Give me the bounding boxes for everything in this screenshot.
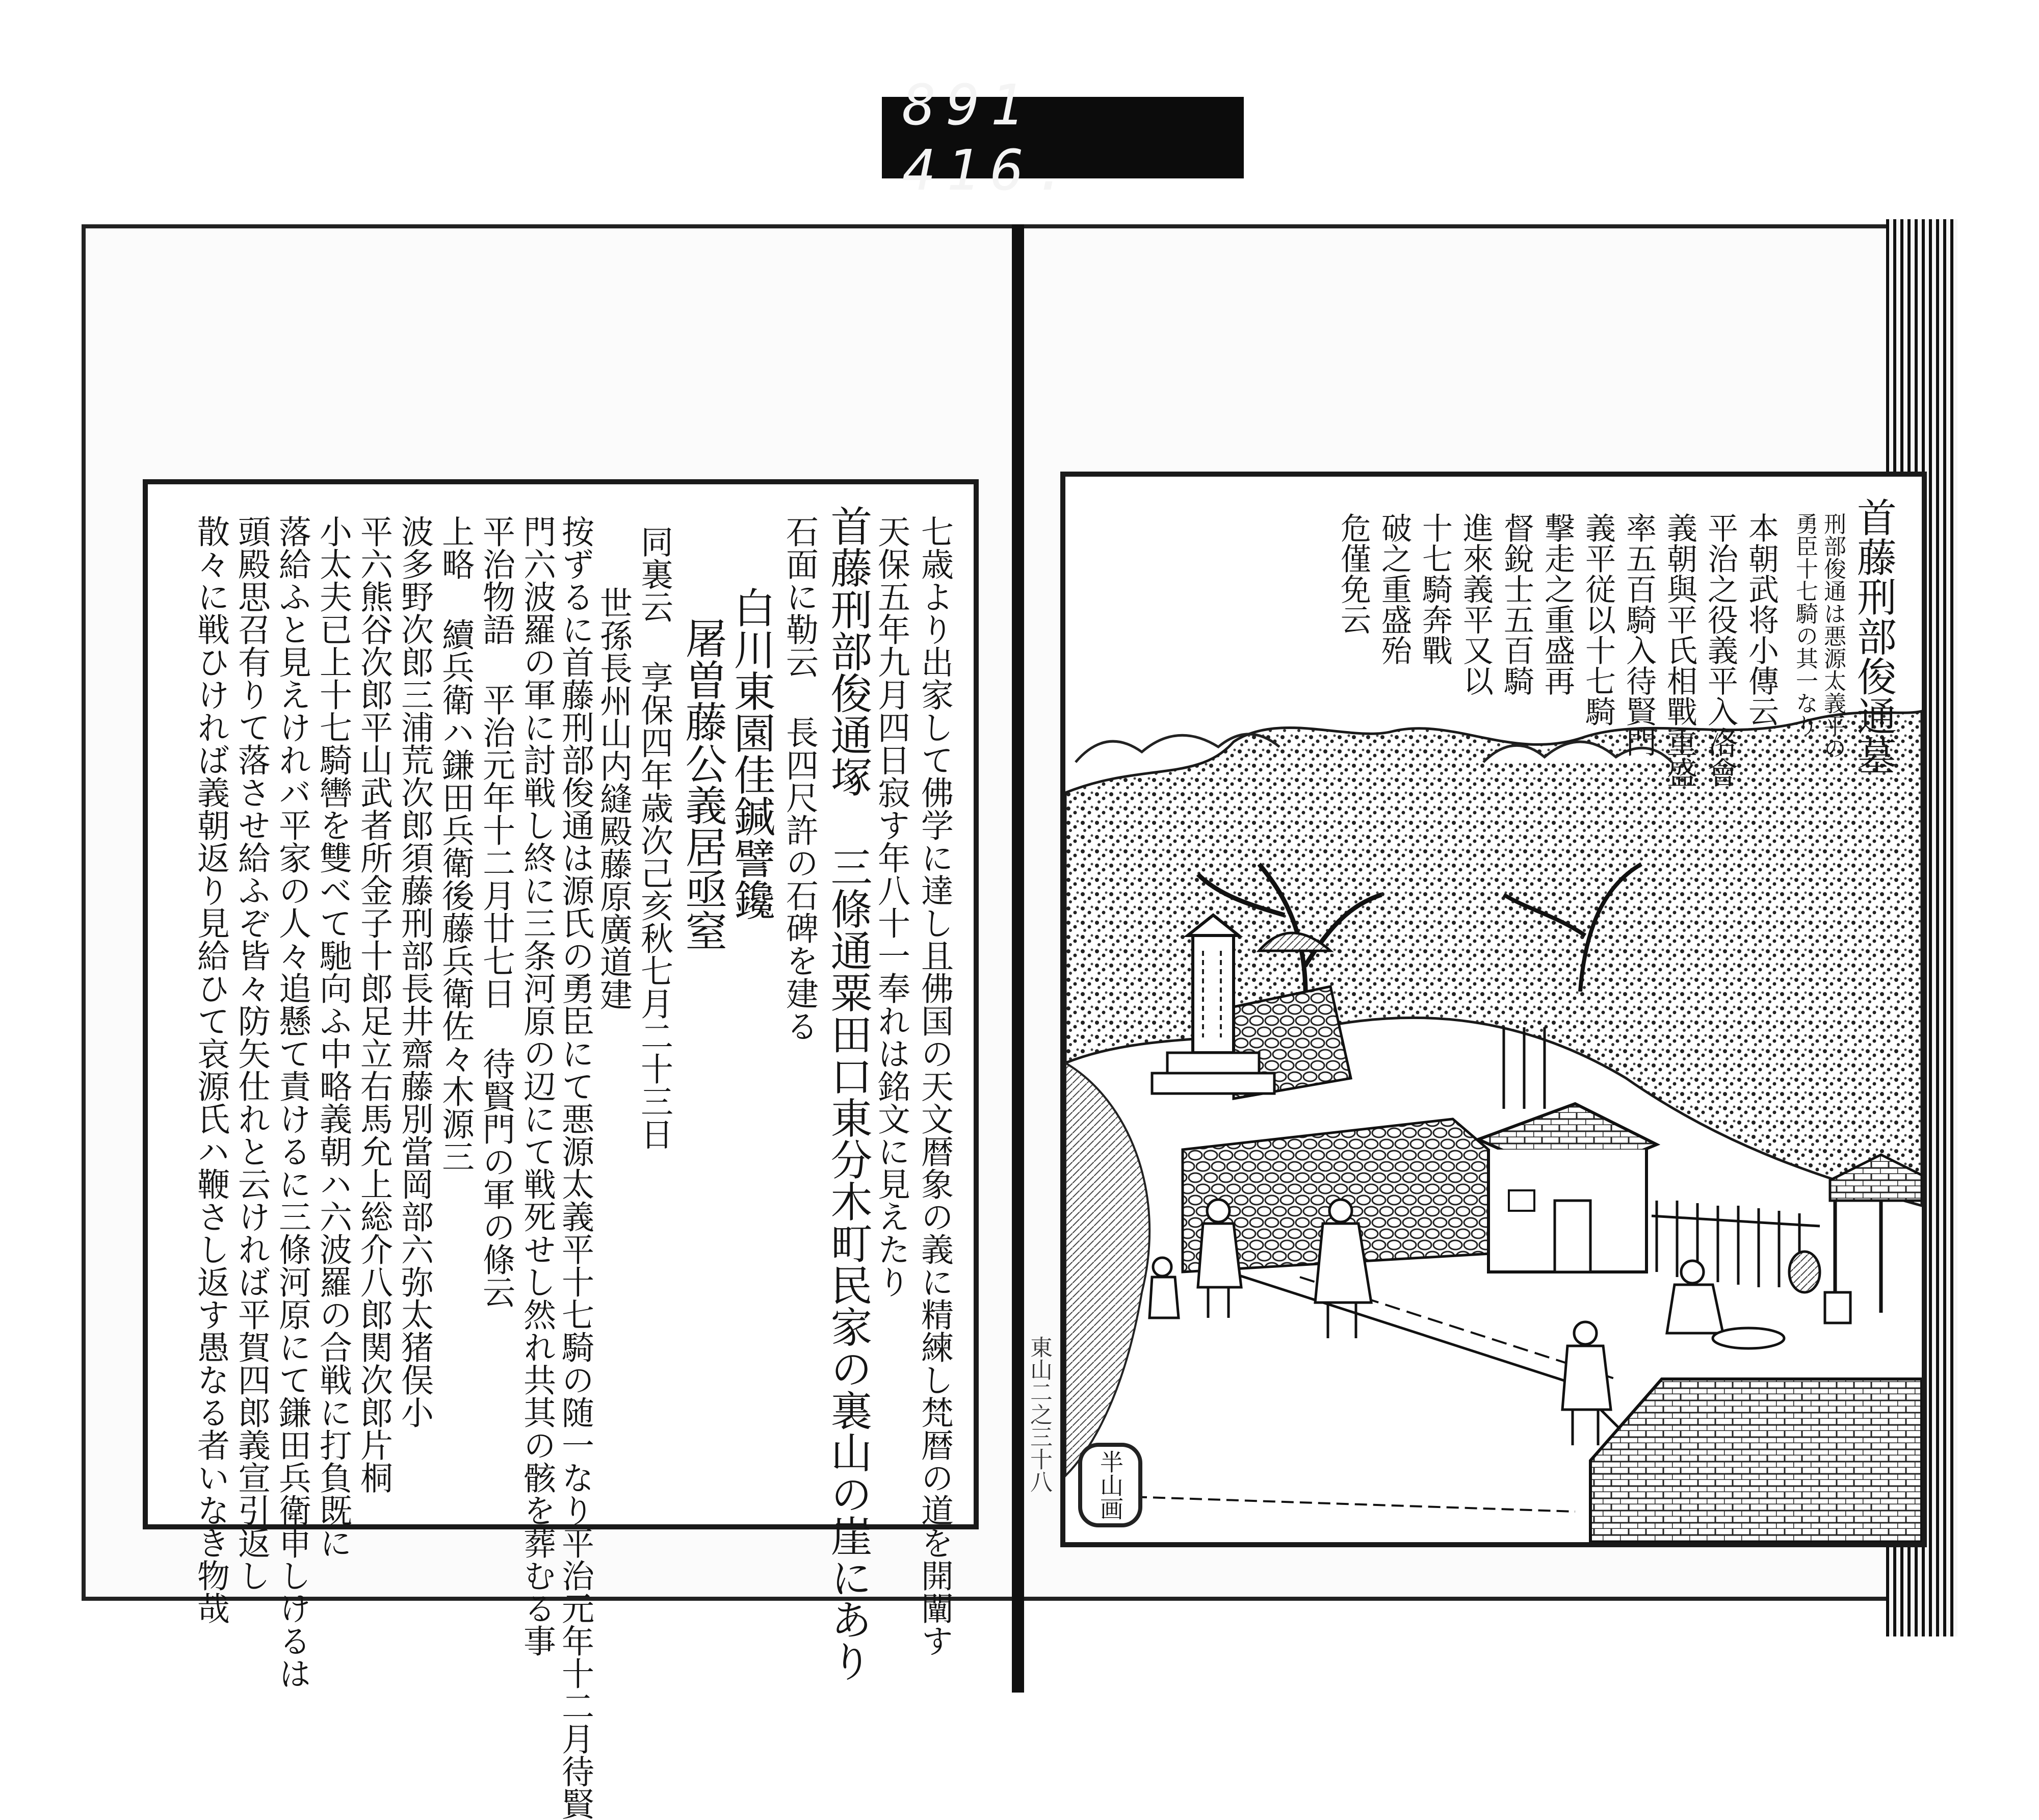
text-column: 同裏云 享保四年歳次己亥秋七月二十三日 <box>635 525 673 1150</box>
text-column: 平六熊谷次郎平山武者所金子十郎足立右馬允上総介八郎関次郎片桐 <box>355 515 393 1494</box>
text-column: 波多野次郎三浦荒次郎須藤刑部長井齋藤別當岡部六弥太猪俣小 <box>396 515 433 1428</box>
text-column: 首藤刑部俊通墓 <box>1850 497 1896 775</box>
text-column: 散々に戦ひければ義朝返り見給ひて哀源氏ハ鞭さし返す愚なる者いなき物哉 <box>192 515 229 1624</box>
text-column: 天保五年九月四日寂す年八十一奉れは銘文に見えたり <box>872 515 910 1298</box>
folio-number: 東山二之三十八 <box>1026 1336 1052 1493</box>
text-column: 石面に勒云 長四尺許の石碑を建る <box>780 515 818 1042</box>
artist-seal: 半山画 <box>1078 1443 1142 1527</box>
text-column: 率五百騎入待賢門 <box>1621 512 1657 757</box>
text-column: 小太夫已上十七騎轡を雙べて馳向ふ中略義朝ハ六波羅の合戦に打負既に <box>314 515 352 1559</box>
text-column: 門六波羅の軍に討戦し終に三条河原の辺にて戦死せし然れ共其の骸を葬むる事 <box>518 515 556 1657</box>
text-column: 本朝武将小傳云 <box>1743 512 1779 726</box>
text-column: 落給ふと見えけれバ平家の人々追懸て責けるに三條河原にて鎌田兵衛申しけるは <box>273 515 311 1689</box>
text-column: 白川東園佳鍼譬鑱 <box>727 586 775 921</box>
text-column: 屠曽藤公義居亟窒 <box>678 617 727 951</box>
text-column: 義平従以十七騎 <box>1580 512 1616 726</box>
text-column: 勇臣十七騎の其一なり <box>1792 512 1818 737</box>
text-column: 危僅免云 <box>1336 512 1371 635</box>
left-text-panel <box>143 479 979 1820</box>
text-column: 上略 續兵衛ハ鎌田兵衛後藤兵衛佐々木源三 <box>436 515 474 1173</box>
stone-monument <box>1193 935 1234 1053</box>
text-column: 平治之役義平入洛會 <box>1703 512 1738 788</box>
text-column: 撃走之重盛再 <box>1539 512 1575 696</box>
text-column: 進來義平又以 <box>1458 512 1494 696</box>
text-column: 破之重盛殆 <box>1376 512 1412 665</box>
text-column: 督銳士五百騎 <box>1499 512 1534 696</box>
text-column: 頭殿思召有りて落させ給ふぞ皆々防矢仕れと云ければ平賀四郎義宣引返し <box>232 515 270 1592</box>
catalog-number-label: 891 416. <box>882 97 1244 178</box>
cliff-face <box>1065 1063 1149 1476</box>
text-column: 七歳より出家して佛学に達し且佛国の天文暦象の義に精練し梵暦の道を開闡す <box>916 515 953 1657</box>
text-column: 首藤刑部俊通塚 三條通粟田口東分木町民家の裏山の崖にあり <box>824 505 872 1682</box>
illustration-panel <box>1060 472 1927 1547</box>
text-column: 按ずるに首藤刑部俊通は源氏の勇臣にて悪源太義平十七騎の随一なり平治元年十二月待賢 <box>556 515 594 1820</box>
foreground-roof <box>1590 1379 1922 1542</box>
text-column: 世孫長州山内縫殿藤原廣道建 <box>594 586 632 1010</box>
text-column: 義朝與平氏相戰重盛 <box>1662 512 1697 788</box>
text-column: 平治物語 平治元年十二月廿七日 待賢門の軍の條云 <box>477 515 515 1308</box>
text-column: 十七騎奔戰 <box>1417 512 1453 665</box>
text-column: 刑部俊通は悪源太義平の <box>1820 512 1846 759</box>
